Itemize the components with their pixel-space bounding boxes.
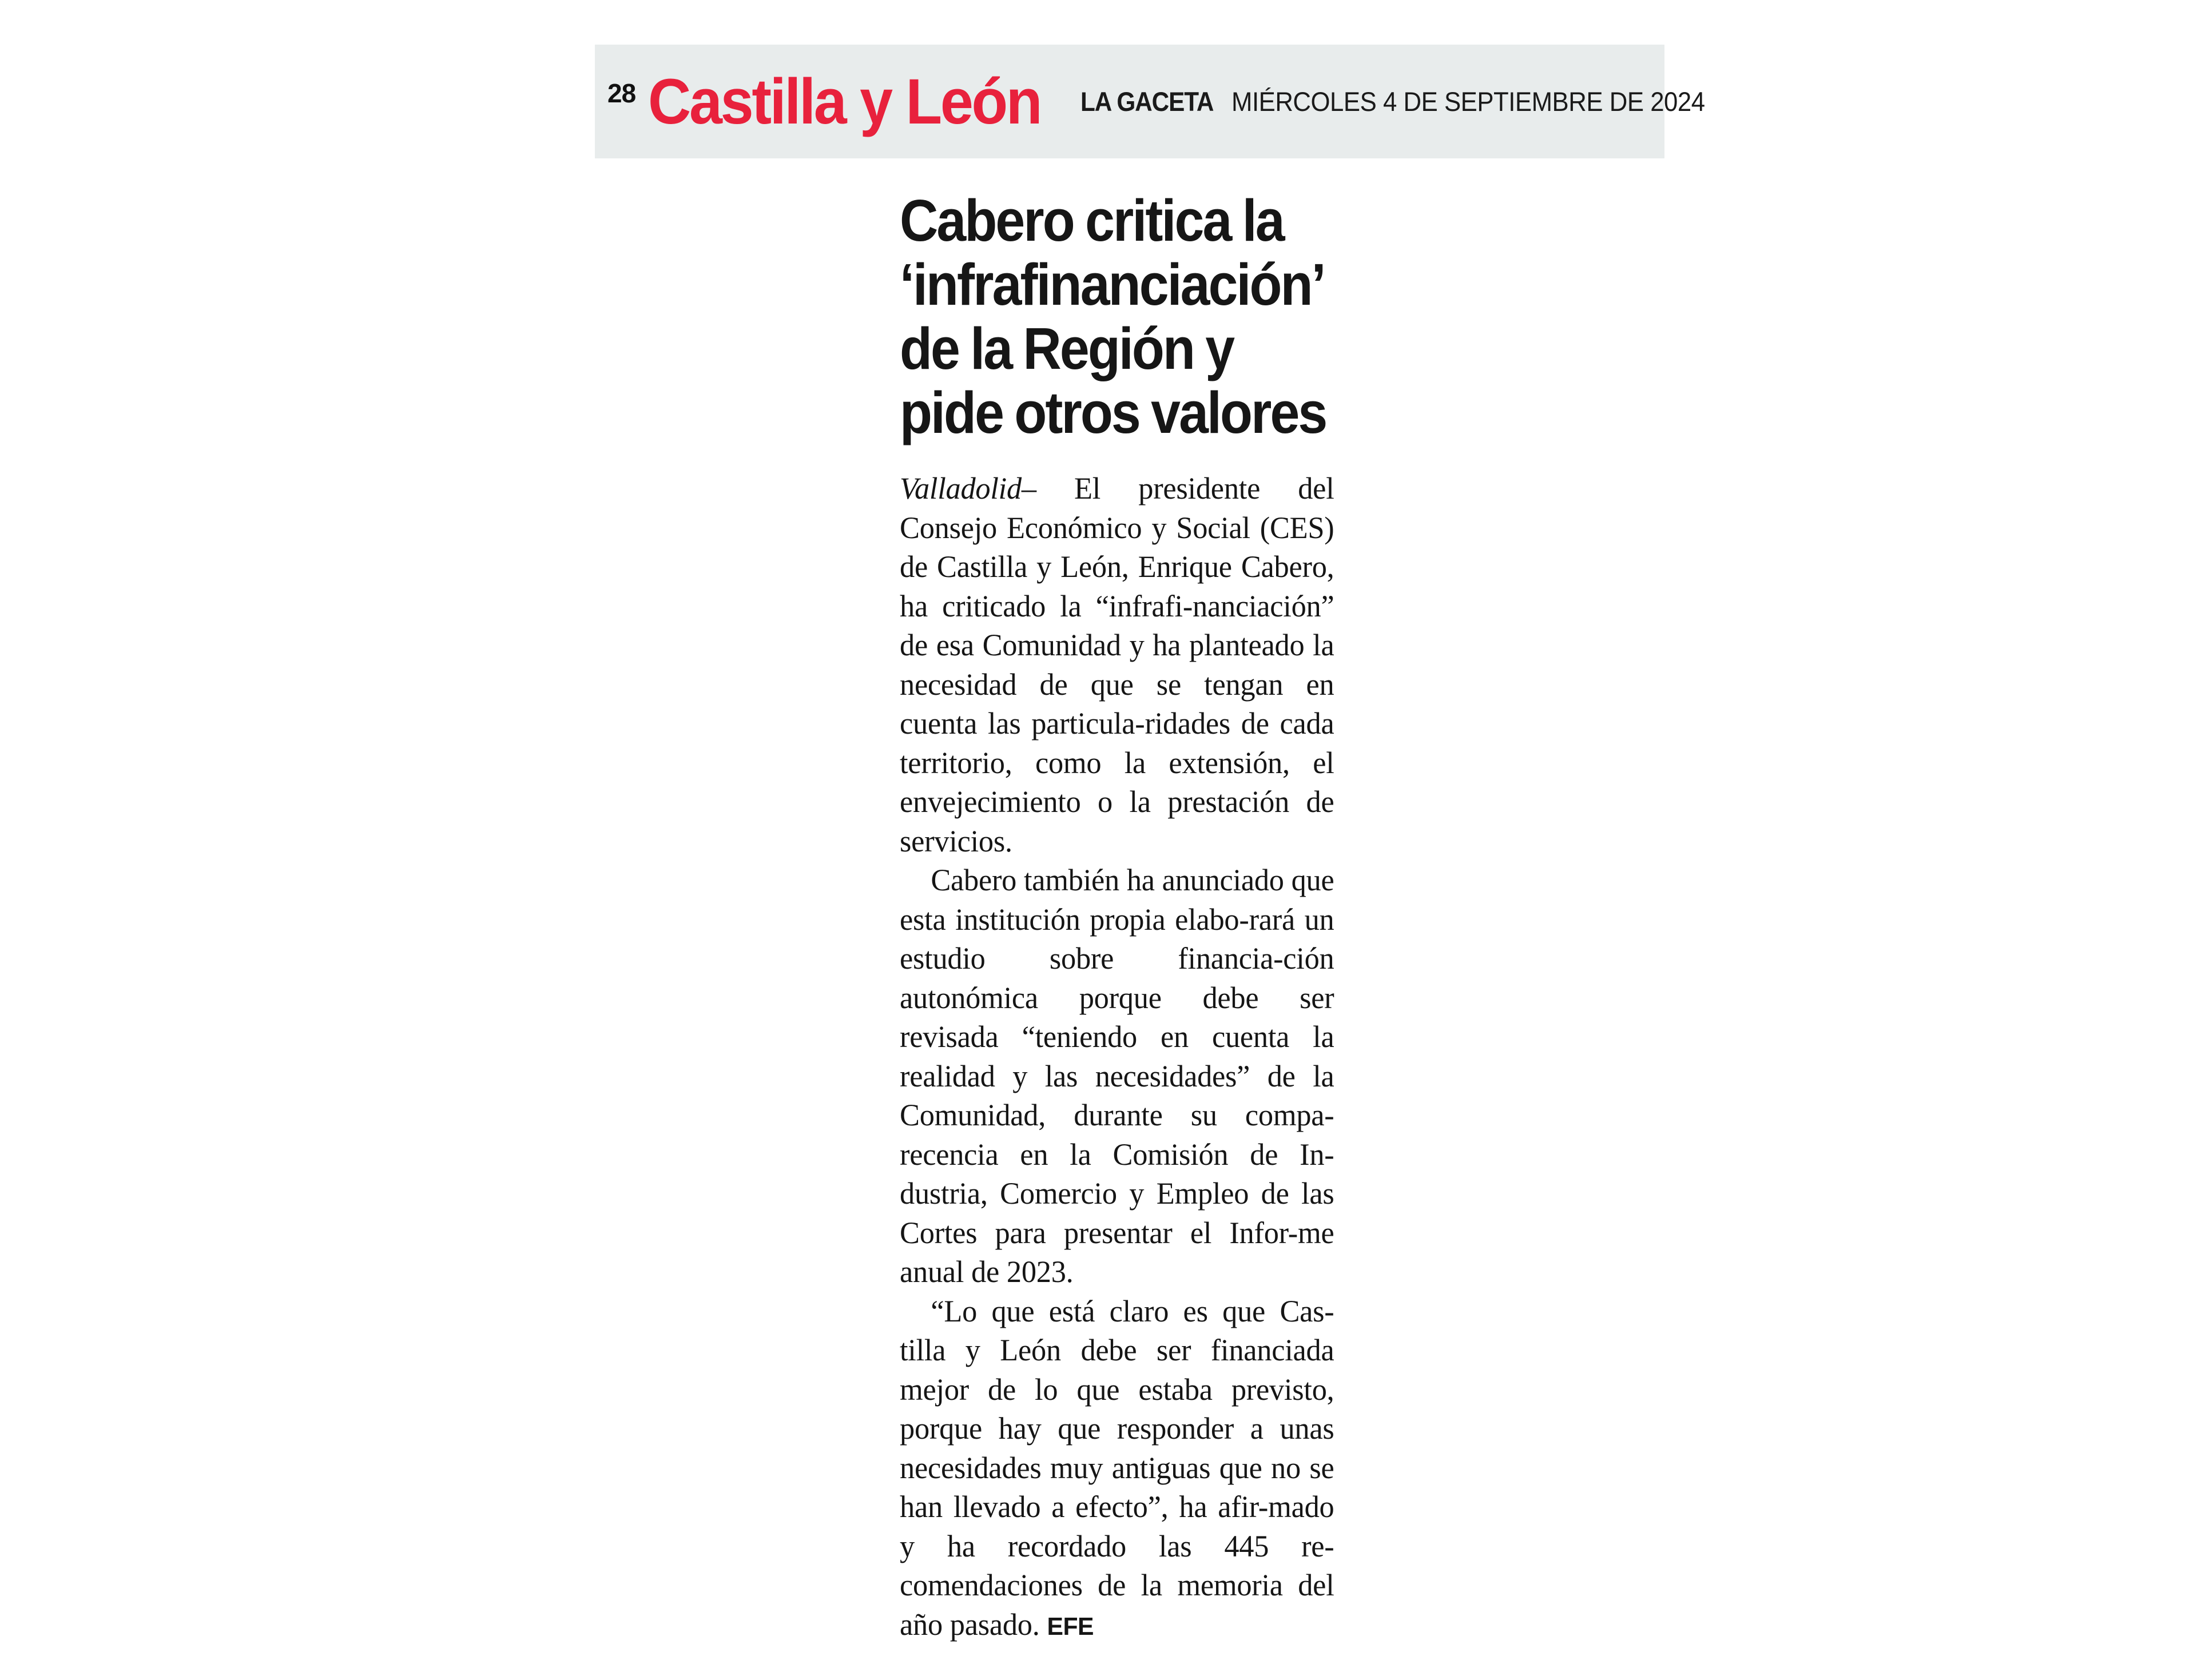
article-paragraph-2 <box>900 861 1334 1292</box>
article-paragraph-3 <box>900 1292 1334 1647</box>
article <box>900 189 1334 1646</box>
section-title: Castilla y León <box>648 65 1041 137</box>
article-paragraph-3-text: “Lo que está claro es que Cas-​tilla y León debe ser financiada mejor de lo que estaba previsto, porque hay que responder a unas necesidades muy antiguas que no se han llevado a efecto”, ha afir-​mado y ha recordado las 445 re-​comendaciones de la memoria del año pasado. <box>900 1293 1334 1642</box>
article-dateline: Valladolid– <box>900 471 1036 505</box>
masthead-date: MIÉRCOLES 4 DE SEPTIEMBRE DE 2024 <box>1231 86 1705 117</box>
agency-credit: EFE <box>1047 1612 1094 1641</box>
article-paragraph-1 <box>900 469 1334 861</box>
page-header-band <box>595 45 1705 158</box>
page-number: 28 <box>607 78 636 108</box>
page-header-content <box>595 45 1741 158</box>
article-paragraph-2-text: Cabero también ha anunciado que esta institución propia elabo-​rará un estudio sobre financia-​ción autonómica porque debe ser revisada “teniendo en cuenta la realidad y las necesidades” de la Comunidad, durante su compa-​recencia en la Comisión de In-​dustria, Comercio y Empleo de las Cortes para presentar el Infor-​me anual de 2023. <box>900 863 1334 1289</box>
article-headline: Cabero critica la ‘infrafinanciación’ de la Región y pide otros valores <box>900 188 1326 445</box>
article-paragraph-1-text: El presidente del Consejo Económico y Social (CES) de Castilla y León, Enrique Cabero, ha criticado la “infrafi-​nanciación” de esa Comunidad y ha planteado la necesidad de que se tengan en cuenta las particula-​ridades de cada territorio, como la extensión, el envejecimiento o la prestación de servicios. <box>900 471 1334 858</box>
masthead-name: LA GACETA <box>1080 86 1214 117</box>
article-body <box>900 469 1334 1646</box>
